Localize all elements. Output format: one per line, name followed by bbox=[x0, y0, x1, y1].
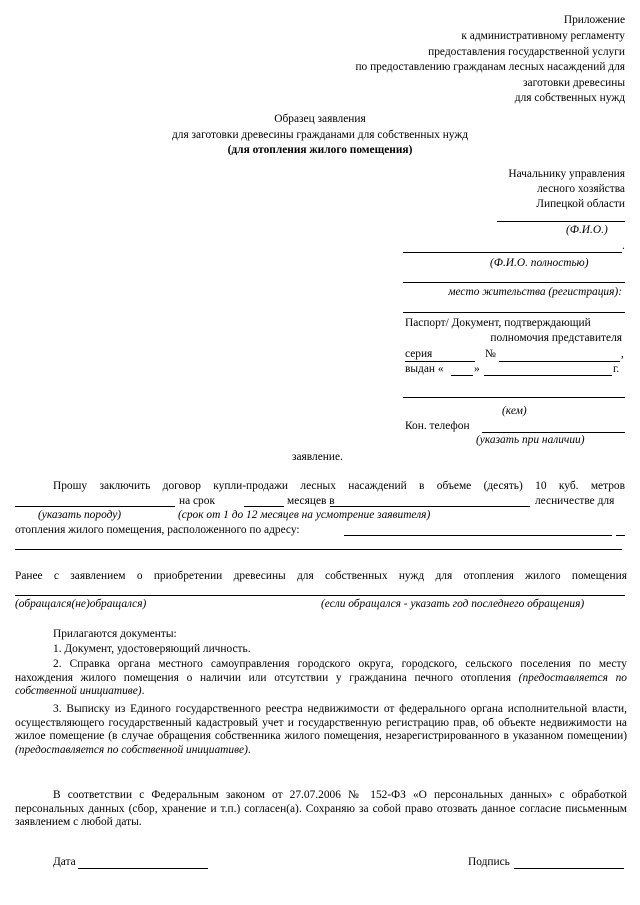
appendix-line: предоставления государственной услуги bbox=[428, 46, 625, 58]
term-hint: (срок от 1 до 12 месяцев на усмотрение заявителя) bbox=[178, 509, 431, 521]
phone-label: Кон. телефон bbox=[405, 420, 470, 432]
attachment-item-3 bbox=[15, 703, 627, 758]
appendix-line: Приложение bbox=[563, 14, 625, 26]
consent-paragraph: В соответствии с Федеральным законом от 27.07.2006 № 152-ФЗ «О персональных данных» с обработкой персональных данных (сбор, хранение и т.п.) согласен(а). Сохраняю за собой право отозвать данное согласие письменным заявлением с любой даты. bbox=[15, 789, 627, 829]
series-field[interactable] bbox=[405, 361, 475, 362]
issued-mid: » bbox=[474, 363, 480, 375]
request-line-1: Прошу заключить договор купли-продажи лесных насаждений в объеме (десять) 10 куб. метров bbox=[53, 480, 625, 492]
issued-label: выдан « bbox=[405, 363, 444, 375]
addressee-line: Липецкой области bbox=[536, 198, 625, 210]
previous-field[interactable] bbox=[15, 595, 625, 596]
appendix-line: к административному регламенту bbox=[461, 30, 625, 42]
attachment-item-2-end: . bbox=[141, 685, 145, 698]
address-field-1-end bbox=[616, 535, 625, 536]
issued-day-field[interactable] bbox=[451, 375, 473, 376]
date-label: Дата bbox=[53, 856, 76, 868]
address-field-1[interactable] bbox=[344, 535, 612, 536]
number-field[interactable] bbox=[499, 361, 620, 362]
breed-field[interactable] bbox=[15, 506, 175, 507]
attachment-item-3-end: . bbox=[247, 744, 251, 757]
by-whom-hint: (кем) bbox=[502, 405, 527, 417]
passport-label-2: полномочия представителя bbox=[490, 332, 622, 344]
title-line: для заготовки древесины гражданами для собственных нужд bbox=[171, 129, 469, 141]
residence-line-1[interactable] bbox=[403, 282, 625, 283]
full-name-hint: (Ф.И.О. полностью) bbox=[490, 257, 589, 269]
attachment-item-2 bbox=[15, 658, 627, 699]
attachment-item-2-note: (предоставляется по собственной инициативе) bbox=[15, 671, 627, 698]
attachments-heading: Прилагаются документы: bbox=[53, 628, 177, 640]
residence-hint: место жительства (регистрация): bbox=[448, 286, 622, 298]
previous-hint-right: (если обращался - указать год последнего обращения) bbox=[321, 598, 585, 610]
series-end: , bbox=[621, 348, 624, 360]
months-label: месяцев в bbox=[287, 495, 335, 507]
passport-label: Паспорт/ Документ, подтверждающий bbox=[405, 317, 591, 329]
appendix-line: для собственных нужд bbox=[514, 92, 625, 104]
fio-line[interactable] bbox=[497, 221, 625, 222]
forestry-label: лесничестве для bbox=[535, 495, 615, 507]
title-line-bold: (для отопления жилого помещения) bbox=[227, 144, 413, 156]
phone-field[interactable] bbox=[482, 432, 625, 433]
term-field[interactable] bbox=[244, 506, 284, 507]
attachment-item-1: 1. Документ, удостоверяющий личность. bbox=[53, 643, 251, 655]
issued-by-line[interactable] bbox=[403, 397, 625, 398]
title-line: Образец заявления bbox=[274, 113, 366, 125]
date-field[interactable] bbox=[78, 868, 208, 869]
signature-label: Подпись bbox=[468, 856, 510, 868]
attachment-item-3-text: 3. Выписку из Единого государственного реестра недвижимости от федерального органа исполнительной власти, осуществляющего государственный кадастровый учет и государственную регистрацию прав, об объекте недвижимости на жилое помещение (в случае обращения собственника жилого помещения, незарегистрированного в указанном помещении) bbox=[15, 703, 627, 743]
series-label: серия bbox=[405, 348, 433, 360]
phone-hint: (указать при наличии) bbox=[476, 434, 585, 446]
previous-hint-left: (обращался(не)обращался) bbox=[15, 598, 147, 610]
forestry-field[interactable] bbox=[330, 506, 530, 507]
appendix-line: заготовки древесины bbox=[523, 77, 625, 89]
term-label: на срок bbox=[179, 495, 215, 507]
address-field-2[interactable] bbox=[15, 549, 622, 550]
breed-hint: (указать породу) bbox=[38, 509, 122, 521]
statement-word: заявление. bbox=[292, 451, 343, 463]
issued-end: г. bbox=[613, 363, 620, 375]
full-name-line[interactable] bbox=[403, 252, 622, 253]
fio-hint: (Ф.И.О.) bbox=[566, 224, 608, 236]
appendix-line: по предоставлению гражданам лесных насаждений для bbox=[355, 61, 625, 73]
request-line-3: отопления жилого помещения, расположенного по адресу: bbox=[15, 524, 300, 536]
attachment-item-3-note: (предоставляется по собственной инициативе) bbox=[15, 744, 248, 757]
addressee-line: Начальнику управления bbox=[508, 168, 625, 180]
signature-field[interactable] bbox=[514, 868, 624, 869]
residence-line-2[interactable] bbox=[403, 312, 625, 313]
previous-line: Ранее с заявлением о приобретении древесины для собственных нужд для отопления жилого помещения bbox=[15, 570, 627, 582]
addressee-line: лесного хозяйства bbox=[537, 183, 625, 195]
attachment-item-2-text: 2. Справка органа местного самоуправления городского округа, городского, сельского поселения по месту нахождения жилого помещения о наличии или отсутствии у гражданина печного отопления bbox=[15, 658, 627, 684]
full-name-end: . bbox=[622, 240, 625, 252]
number-label: № bbox=[485, 348, 496, 360]
issued-date-field[interactable] bbox=[484, 375, 612, 376]
